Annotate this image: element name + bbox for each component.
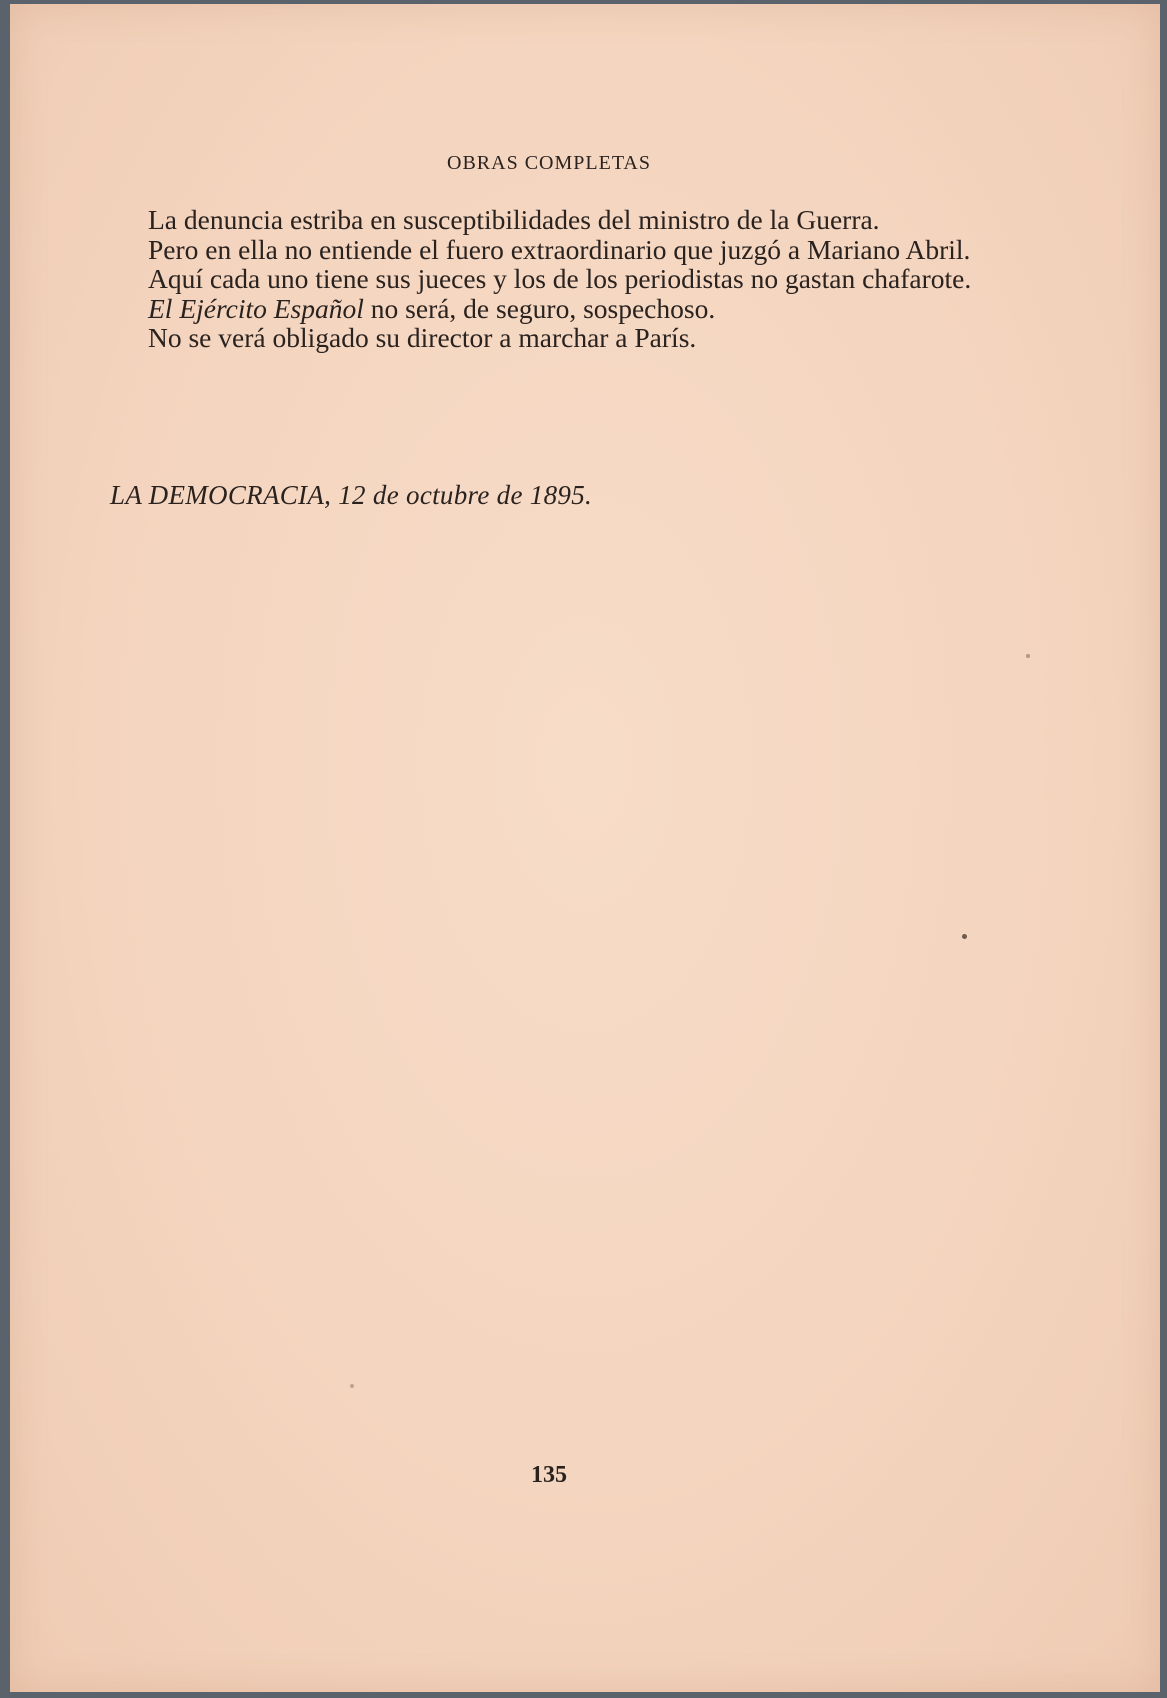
paragraph: Pero en ella no entiende el fuero extraordinario que juzgó a Mariano Abril. bbox=[148, 233, 971, 265]
source-publication: LA DEMOCRACIA, bbox=[110, 480, 332, 510]
paragraph: La denuncia estriba en susceptibilidades del ministro de la Guerra. bbox=[148, 204, 880, 235]
book-page bbox=[10, 4, 1160, 1692]
paper-speck bbox=[962, 934, 967, 939]
body-text bbox=[110, 205, 972, 353]
newspaper-title: El Ejército Español bbox=[148, 292, 364, 324]
paragraph: No se verá obligado su director a marchar a París. bbox=[148, 322, 697, 353]
source-date: 12 de octubre de 1895. bbox=[331, 480, 593, 510]
paper-speck bbox=[1026, 654, 1030, 658]
paragraph-rest: no será, de seguro, sospechoso. bbox=[363, 292, 716, 324]
source-citation bbox=[110, 480, 592, 511]
paper-speck bbox=[350, 1384, 354, 1388]
paragraph: Aquí cada uno tiene sus jueces y los de los periodistas no gastan chafarote. bbox=[148, 263, 972, 294]
page-number: 135 bbox=[531, 1462, 567, 1488]
running-head: OBRAS COMPLETAS bbox=[447, 152, 651, 174]
paragraph bbox=[110, 294, 972, 324]
